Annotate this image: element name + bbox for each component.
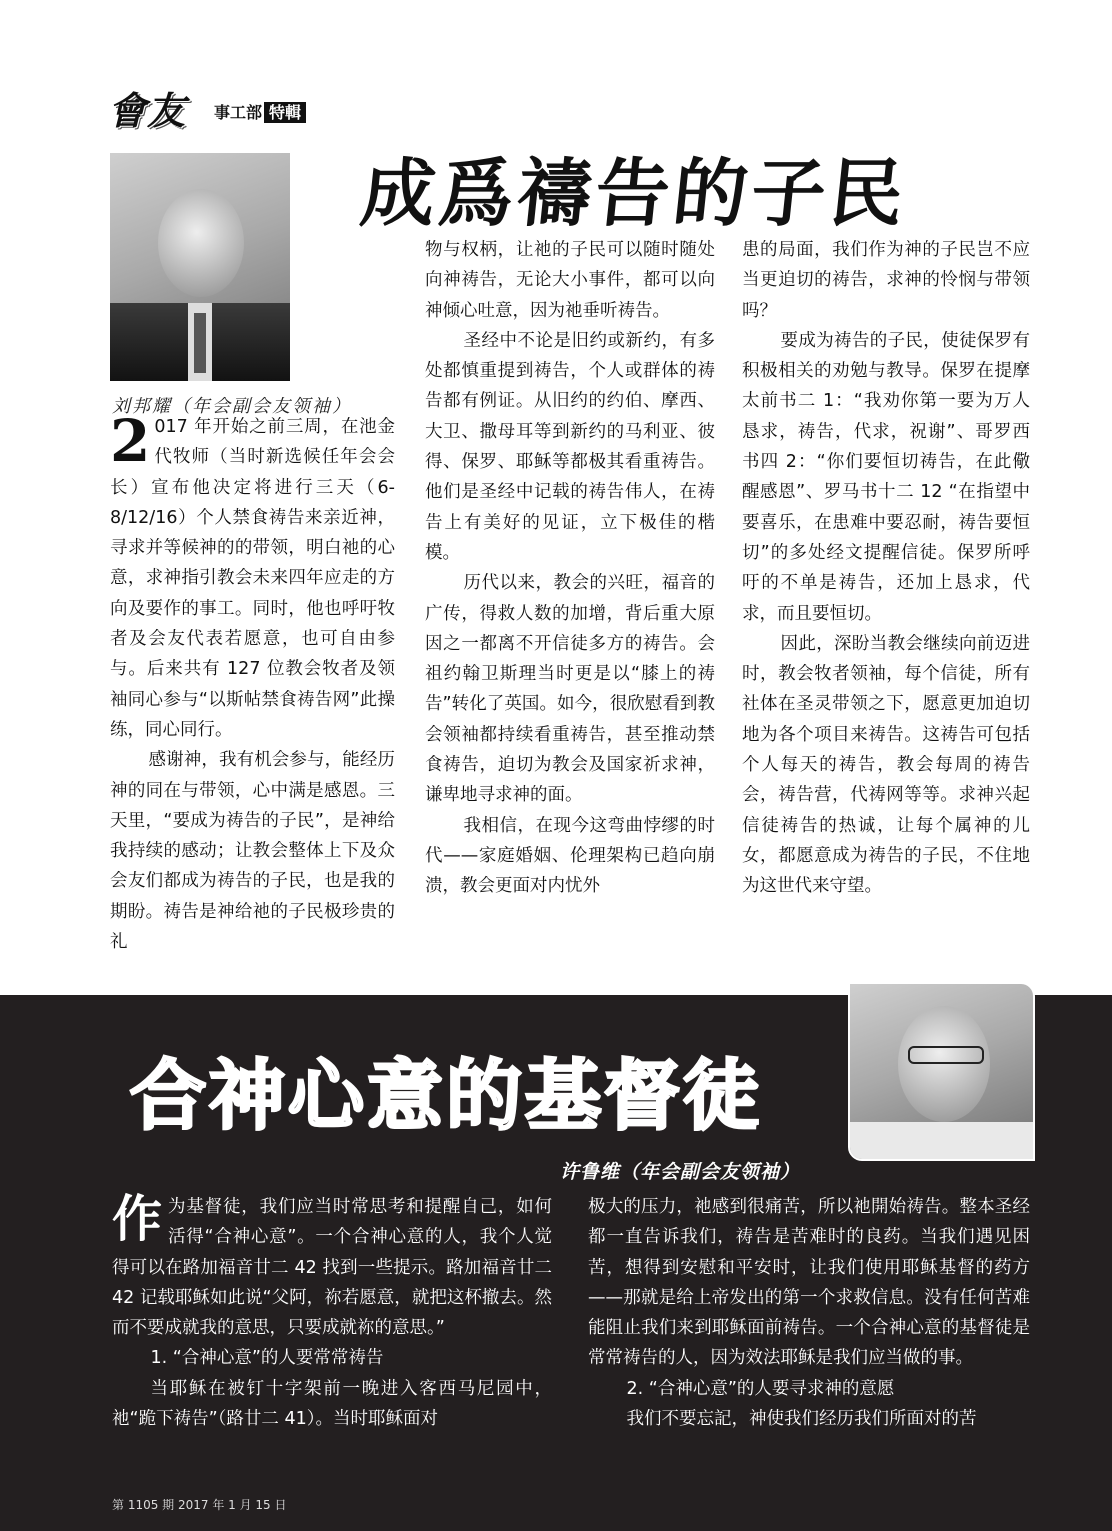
article2-paragraph: 为基督徒，我们应当时常思考和提醒自己，如何活得“合神心意”。一个合神心意的人，我个人觉得可以在路加福音廿二 42 找到一些提示。路加福音廿二 42 记载耶稣如此说“父阿，祢若愿意，就把这杯撤去。然而不要成就我的意思，只要成就祢的意思。” [112,1197,552,1339]
brand-logo-text: 會友 [108,88,187,133]
article2-subheading: 2. “合神心意”的人要寻求神的意愿 [626,1378,895,1399]
article1-column-2 [425,235,715,902]
article2-column-1 [112,1192,552,1434]
article1-paragraph: 圣经中不论是旧约或新约，有多处都慎重提到祷告，个人或群体的祷告都有例证。从旧约的约伯、摩西、大卫、撒母耳等到新约的马利亚、彼得、保罗、耶稣等都极其看重祷告。他们是圣经中记载的祷告伟人，在祷告上有美好的见证，立下极佳的楷模。 [425,330,715,563]
author-photo-1 [110,153,290,381]
special-tag: 特輯 [264,102,306,123]
article1-paragraph: 017 年开始之前三周，在池金代牧师（当时新选候任年会会长）宣布他决定将进行三天（6-8/12/16）个人禁食祷告来亲近神，寻求并等候神的的带领，明白祂的心意，求神指引教会未来四年应走的方向及要作的事工。同时，他也呼吁牧者及会友代表若愿意，也可自由参与。后来共有 127 位教会牧者及领袖同心参与“以斯帖禁食祷告网”此操练，同心同行。 [110,417,395,740]
article1-paragraph: 历代以来，教会的兴旺，福音的广传，得救人数的加增，背后重大原因之一都离不开信徒多方的祷告。会祖约翰卫斯理当时更是以“膝上的祷告”转化了英国。如今，很欣慰看到教会领袖都持续看重祷告，甚至推动禁食祷告，迫切为教会及国家祈求神，谦卑地寻求神的面。 [425,573,715,806]
article1-paragraph: 因此，深盼当教会继续向前迈进时，教会牧者领袖，每个信徒，所有社体在圣灵带领之下，愿意更加迫切地为各个项目来祷告。这祷告可包括个人每天的祷告，教会每周的祷告会，祷告营，代祷网等等。求神兴起信徒祷告的热诚，让每个属神的儿女，都愿意成为祷告的子民，不住地为这世代来守望。 [742,633,1030,897]
dropcap-1: 2 [110,407,151,475]
article2-column-2 [588,1192,1030,1434]
article-title-2: 合神心意的基督徒 [130,1051,762,1140]
author-photo-2 [848,982,1035,1161]
article-byline-2: 许鲁维（年会副会友领袖） [560,1161,801,1183]
article-byline-1: 刘邦耀（年会副会友领袖） [112,396,352,417]
section-brand [108,80,338,138]
article1-paragraph: 要成为祷告的子民，使徒保罗有积极相关的劝勉与教导。保罗在提摩太前书二 1：“我劝你第一要为万人恳求，祷告，代求，祝谢”、哥罗西书四 2：“你们要恒切祷告，在此儆醒感恩”、罗马书十二 12 “在指望中要喜乐，在患难中要忍耐，祷告要恒切”的多处经文提醒信徒。保罗所呼吁的不单是祷告，还加上恳求，代求，而且要恒切。 [742,330,1030,624]
article1-column-3 [742,235,1030,902]
department-label: 事工部 [214,103,263,122]
article1-paragraph: 我相信，在现今这弯曲悖缪的时代——家庭婚姻、伦理架构已趋向崩溃，教会更面对内忧外 [425,815,715,897]
article1-column-1 [110,407,395,957]
article1-paragraph: 感谢神，我有机会参与，能经历神的同在与带领，心中满是感恩。三天里，“要成为祷告的子民”，是神给我持续的感动；让教会整体上下及众会友们都成为祷告的子民，也是我的期盼。祷告是神给祂的子民极珍贵的礼 [110,750,395,953]
article2-subheading: 1. “合神心意”的人要常常祷告 [150,1348,384,1369]
article2-paragraph: 我们不要忘記，神使我们经历我们所面对的苦 [626,1409,977,1430]
issue-footer: 第 1105 期 2017 年 1 月 15 日 [112,1498,287,1512]
article1-paragraph: 患的局面，我们作为神的子民岂不应当更迫切的祷告，求神的怜悯与带领吗？ [742,240,1030,321]
article-title-1: 成爲禱告的子民 [356,151,912,237]
article2-paragraph: 极大的压力，祂感到很痛苦，所以祂開始祷告。整本圣经都一直告诉我们，祷告是苦难时的良药。当我们遇见困苦，想得到安慰和平安时，让我们使用耶稣基督的药方——那就是给上帝发出的第一个求救信息。没有任何苦难能阻止我们来到耶稣面前祷告。一个合神心意的基督徒是常常祷告的人，因为效法耶稣是我们应当做的事。 [588,1197,1030,1369]
brand-subtitle [214,100,306,123]
dropcap-2: 作 [112,1190,162,1248]
article1-paragraph: 物与权柄，让祂的子民可以随时随处向神祷告，无论大小事件，都可以向神倾心吐意，因为祂垂听祷告。 [425,240,715,321]
article2-paragraph: 当耶稣在被钉十字架前一晚进入客西马尼园中，祂“跪下祷告”（路廿二 41）。当时耶稣面对 [112,1378,552,1430]
